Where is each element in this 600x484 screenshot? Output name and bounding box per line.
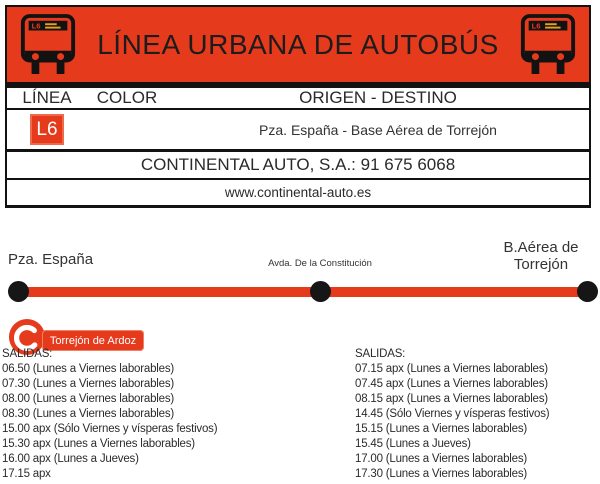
bus-icon <box>19 14 77 76</box>
svg-text:L6: L6 <box>31 21 41 31</box>
departure-item: 16.00 apx (Lunes a Jueves) <box>2 453 139 465</box>
page-title: LÍNEA URBANA DE AUTOBÚS <box>97 28 499 60</box>
stop-dot <box>310 281 331 302</box>
departures-right <box>355 347 549 482</box>
departure-item: 17.15 apx <box>2 468 51 480</box>
departure-item: 15.00 apx (Sólo Viernes y vísperas festivos) <box>2 423 218 435</box>
departure-item: 07.30 (Lunes a Viernes laborables) <box>2 378 174 390</box>
departure-item: 15.15 (Lunes a Viernes laborables) <box>355 423 527 435</box>
table-header-row <box>7 88 589 110</box>
departure-item: 08.15 apx (Lunes a Viernes laborables) <box>355 393 548 405</box>
departure-item: 08.30 (Lunes a Viernes laborables) <box>2 408 174 420</box>
stop-label-constitucion: Avda. De la Constitución <box>268 258 372 269</box>
line-badge: L6 <box>32 116 62 143</box>
departure-item: 08.00 (Lunes a Viernes laborables) <box>2 393 174 405</box>
header-banner <box>5 5 591 88</box>
stop-label-base-aerea <box>485 239 597 273</box>
table-line-row <box>7 110 589 152</box>
line-info-table <box>5 88 591 208</box>
departure-item: 07.15 apx (Lunes a Viernes laborables) <box>355 363 548 375</box>
departure-item: 07.45 apx (Lunes a Viernes laborables) <box>355 378 548 390</box>
salidas-heading: SALIDAS: <box>2 348 53 360</box>
stop-label-pza-espana: Pza. España <box>8 251 94 268</box>
route-line <box>12 287 590 297</box>
route-name: Pza. España - Base Aérea de Torrejón <box>259 121 497 138</box>
header-color: COLOR <box>96 88 158 107</box>
departures-left <box>2 347 217 482</box>
departure-item: 14.45 (Sólo Viernes y vísperas festivos) <box>355 408 550 420</box>
website-text: www.continental-auto.es <box>224 185 372 200</box>
stop-label-base-aerea-line1: B.Aérea de <box>503 239 579 256</box>
stop-dot <box>8 281 29 302</box>
operator-info: CONTINENTAL AUTO, S.A.: 91 675 6068 <box>7 152 589 180</box>
svg-text:L6: L6 <box>531 21 541 31</box>
torrejon-logo-banner: Torrejón de Ardoz <box>42 330 144 351</box>
departure-item: 15.45 (Lunes a Jueves) <box>355 438 471 450</box>
salidas-heading: SALIDAS: <box>355 348 406 360</box>
departure-item: 15.30 apx (Lunes a Viernes laborables) <box>2 438 195 450</box>
departure-item: 06.50 (Lunes a Viernes laborables) <box>2 363 174 375</box>
departure-item: 17.30 (Lunes a Viernes laborables) <box>355 468 527 480</box>
stop-label-base-aerea-line2: Torrejón <box>513 256 569 273</box>
header-origen-destino: ORIGEN - DESTINO <box>299 88 457 107</box>
header-linea: LÍNEA <box>22 88 72 107</box>
bus-icon <box>519 14 577 76</box>
stop-dot <box>577 281 598 302</box>
departure-item: 17.00 (Lunes a Viernes laborables) <box>355 453 527 465</box>
